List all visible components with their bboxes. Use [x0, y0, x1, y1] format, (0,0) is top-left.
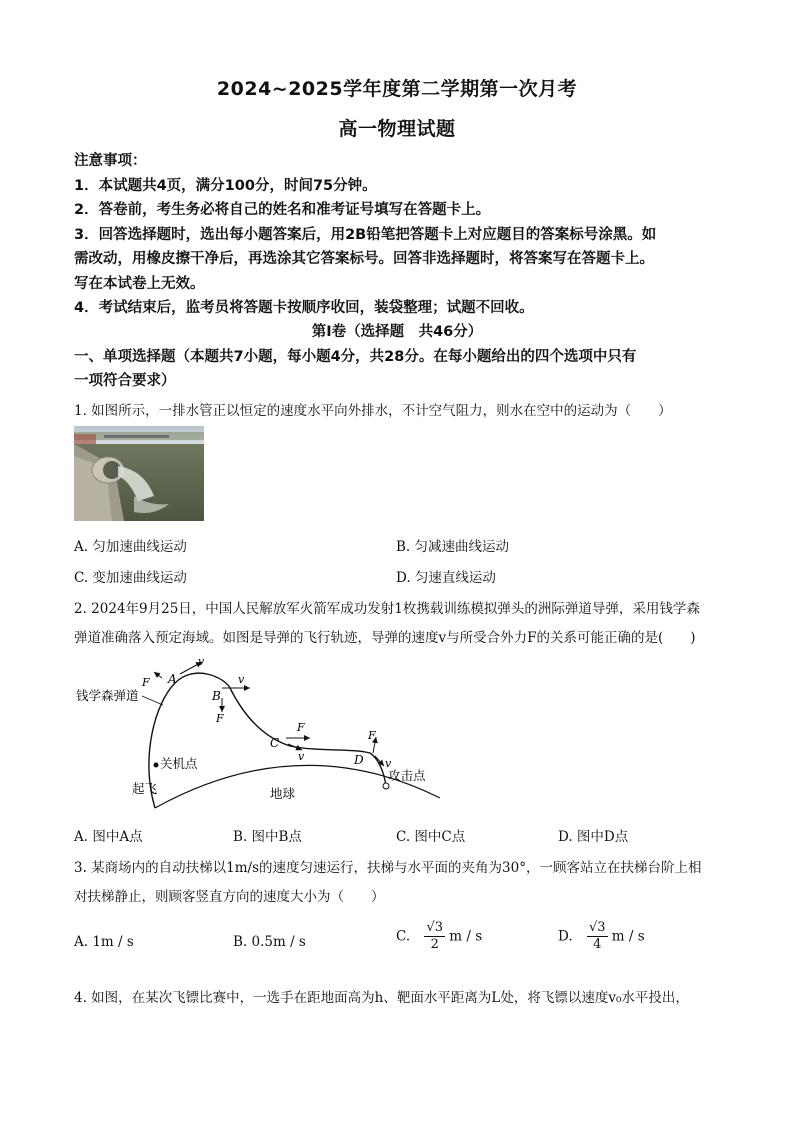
- part-heading: 一、单项选择题（本题共7小题，每小题4分，共28分。在每小题给出的四个选项中只有: [74, 349, 637, 365]
- option-c-denominator: 2: [430, 937, 439, 952]
- question-1-option-a[interactable]: A. 匀加速曲线运动: [74, 539, 187, 555]
- takeoff-label: 起飞: [132, 781, 158, 796]
- trajectory-curve: [149, 673, 386, 808]
- question-4-stem: 4. 如图，在某次飞镖比赛中，一选手在距地面高为h、靶面水平距离为L处，将飞镖以速度v₀水平投出，: [74, 990, 689, 1006]
- attack-label: 攻击点: [388, 768, 426, 783]
- question-1-option-b[interactable]: B. 匀减速曲线运动: [396, 539, 510, 555]
- question-1-option-d[interactable]: D. 匀速直线运动: [396, 570, 496, 586]
- missile-trajectory-figure: [70, 648, 450, 818]
- question-1-stem: 1. 如图所示，一排水管正以恒定的速度水平向外排水，不计空气阻力，则水在空中的运动为（ ）: [74, 403, 672, 419]
- question-2-stem-cont: 弹道准确落入预定海域。如图是导弹的飞行轨迹，导弹的速度v与所受合外力F的关系可能正确的是( ): [74, 630, 696, 646]
- velocity-label-d: v: [385, 757, 392, 770]
- point-a-label: A: [168, 672, 177, 686]
- option-c-fraction: [424, 920, 445, 953]
- question-2-option-c[interactable]: C. 图中C点: [396, 829, 466, 845]
- notice-heading: 注意事项：: [74, 153, 147, 169]
- force-arrow-a: [154, 672, 162, 678]
- option-c-label: C.: [396, 928, 411, 945]
- force-label-b: F: [216, 712, 224, 725]
- option-d-label: D.: [558, 928, 573, 945]
- notice-item: 4．考试结束后，监考员将答题卡按顺序收回，装袋整理；试题不回收。: [74, 300, 534, 316]
- velocity-label-a: v: [198, 655, 205, 668]
- volume-title: 第Ⅰ卷（选择题 共46分）: [311, 324, 483, 340]
- question-2-option-d[interactable]: D. 图中D点: [558, 829, 629, 845]
- question-3-option-c[interactable]: [396, 920, 482, 953]
- force-label-c: F: [297, 721, 305, 734]
- option-d-unit: m / s: [611, 928, 645, 945]
- question-3-stem-cont: 对扶梯静止，则顾客竖直方向的速度大小为（ ）: [74, 889, 385, 905]
- shutdown-point: [154, 763, 159, 768]
- drain-pipe-photo: [74, 426, 204, 521]
- question-3-option-b[interactable]: B. 0.5m / s: [233, 934, 306, 950]
- notice-item: 2．答卷前，考生务必将自己的姓名和准考证号填写在答题卡上。: [74, 202, 491, 218]
- question-2-option-b[interactable]: B. 图中B点: [233, 829, 302, 845]
- question-2-option-a[interactable]: A. 图中A点: [74, 829, 143, 845]
- point-b-label: B: [212, 689, 221, 703]
- option-d-fraction: [587, 920, 608, 953]
- option-c-unit: m / s: [449, 928, 483, 945]
- part-heading-cont: 一项符合要求）: [74, 373, 176, 389]
- velocity-label-b: v: [238, 673, 245, 686]
- force-label-a: F: [142, 676, 150, 689]
- attack-point: [383, 783, 389, 789]
- notice-item: 写在本试卷上无效。: [74, 276, 205, 292]
- question-3-option-a[interactable]: A. 1m / s: [74, 934, 134, 950]
- question-3-option-d[interactable]: [558, 920, 645, 953]
- option-d-denominator: 4: [593, 937, 602, 952]
- notice-item: 1．本试题共4页，满分100分，时间75分钟。: [74, 178, 377, 194]
- exam-subtitle: 高一物理试题: [338, 118, 456, 140]
- earth-label: 地球: [270, 786, 296, 801]
- notice-item: 3．回答选择题时，选出每小题答案后，用2B铅笔把答题卡上对应题目的答案标号涂黑。如: [74, 227, 657, 243]
- point-c-label: C: [270, 736, 280, 750]
- point-d-label: D: [354, 753, 364, 767]
- notice-item: 需改动，用橡皮擦干净后，再选涂其它答案标号。回答非选择题时，将答案写在答题卡上。: [74, 251, 654, 267]
- question-1-option-c[interactable]: C. 变加速曲线运动: [74, 570, 187, 586]
- question-2-stem: 2. 2024年9月25日，中国人民解放军火箭军成功发射1枚携载训练模拟弹头的洲际弹道导弹，采用钱学森: [74, 601, 700, 617]
- exam-title: 2024~2025学年度第二学期第一次月考: [216, 78, 578, 100]
- trajectory-label: 钱学森弹道: [76, 688, 139, 703]
- question-3-stem: 3. 某商场内的自动扶梯以1m/s的速度匀速运行，扶梯与水平面的夹角为30°，一顾客站立在扶梯台阶上相: [74, 860, 702, 876]
- option-c-numerator: √3: [426, 920, 443, 935]
- option-d-numerator: √3: [588, 920, 606, 935]
- force-label-d: F: [368, 729, 376, 742]
- velocity-label-c: v: [298, 750, 305, 763]
- shutdown-label: 关机点: [160, 756, 198, 771]
